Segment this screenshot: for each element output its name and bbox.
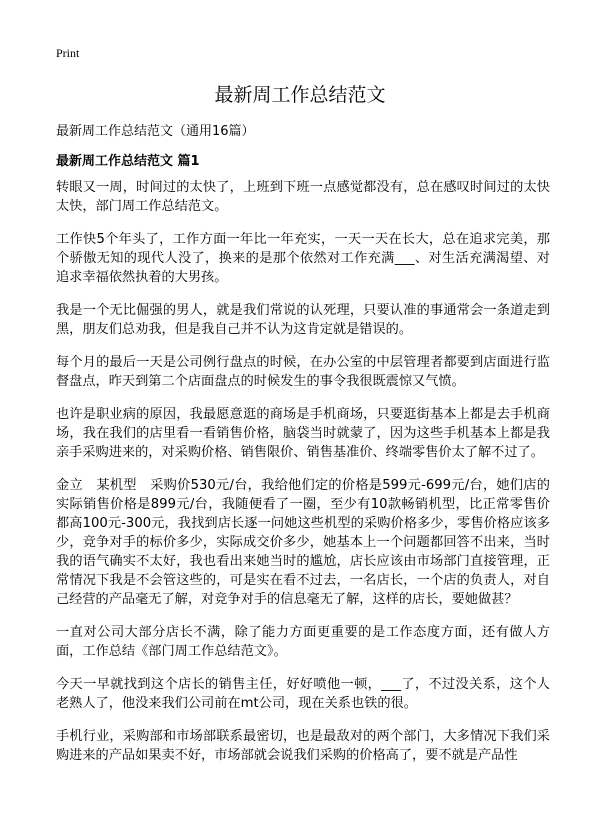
document-title: 最新周工作总结范文 bbox=[214, 84, 386, 106]
paragraph: 一直对公司大部分店长不满，除了能力方面更重要的是工作态度方面，还有做人方面，工作总结《部门周工作总结范文》。 bbox=[56, 625, 550, 659]
print-label[interactable]: Print bbox=[56, 46, 80, 60]
document-body bbox=[56, 178, 550, 779]
paragraph: 金立 某机型 采购价530元/台，我给他们定的价格是599元-699元/台，她们店的实际销售价格是899元/台，我随便看了一圈，至少有10款畅销机型，比正常零售价都高100元-300元，我找到店长逐一问她这些机型的采购价格多少，零售价格应该多少，竞争对手的标价多少，实际成交价多少，她基本上一个问题都回答不出来，当时我的语气确实不太好，我也看出来她当时的尴尬，店长应该由市场部门直接管理，正常情况下我是不会管这些的，可是实在看不过去，一名店长，一个店的负责人，对自己经营的产品毫无了解，对竞争对手的信息毫无了解，这样的店长，要她做甚？ bbox=[56, 478, 550, 607]
paragraph: 手机行业，采购部和市场部联系最密切，也是最敌对的两个部门，大多情况下我们采购进来的产品如果卖不好，市场部就会说我们采购的价格高了，要不就是产品性 bbox=[56, 729, 550, 763]
paragraph: 转眼又一周，时间过的太快了，上班到下班一点感觉都没有，总在感叹时间过的太快太快，部门周工作总结范文。 bbox=[56, 180, 550, 214]
document-subtitle: 最新周工作总结范文（通用16篇） bbox=[56, 124, 255, 139]
paragraph: 也许是职业病的原因，我最愿意逛的商场是手机商场，只要逛街基本上都是去手机商场，我在我们的店里看一看销售价格，脑袋当时就蒙了，因为这些手机基本上都是我亲手采购进来的，对采购价格、销售限价、销售基准价、终端零售价太了解不过了。 bbox=[56, 407, 550, 460]
section-heading: 最新周工作总结范文 篇1 bbox=[56, 154, 200, 169]
paragraph: 每个月的最后一天是公司例行盘点的时候，在办公室的中层管理者都要到店面进行监督盘点，昨天到第二个店面盘点的时候发生的事令我很既震惊又气愤。 bbox=[56, 355, 550, 389]
paragraph: 工作快5个年头了，工作方面一年比一年充实，一天一天在长大，总在追求完美，那个骄傲无知的现代人没了，换来的是那个依然对工作充满___、对生活充满渴望、对追求幸福依然执着的大男孩。 bbox=[56, 232, 550, 285]
paragraph: 今天一早就找到这个店长的销售主任，好好喷他一顿，___了，不过没关系，这个人老熟人了，他没来我们公司前在mt公司，现在关系也铁的很。 bbox=[56, 677, 550, 711]
paragraph: 我是一个无比倔强的男人，就是我们常说的认死理，只要认准的事通常会一条道走到黑，朋友们总劝我，但是我自己并不认为这肯定就是错误的。 bbox=[56, 303, 550, 337]
